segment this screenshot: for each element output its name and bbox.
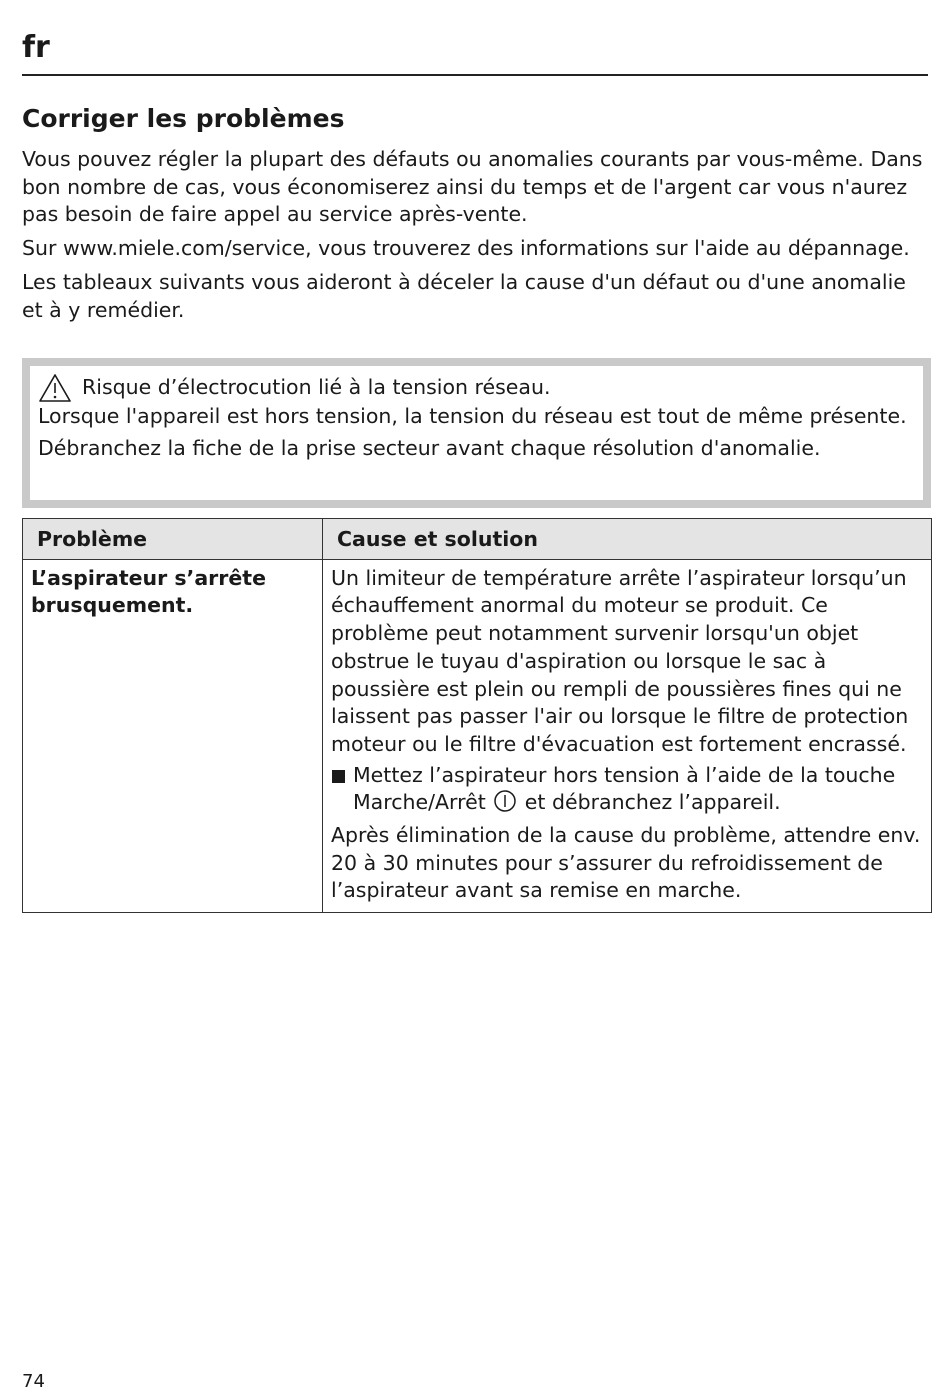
instruction-step (331, 762, 923, 817)
power-icon (492, 789, 518, 813)
problem-cell: L’aspirateur s’arrête brusquement. (23, 559, 323, 912)
step-text-after: et débranchez l’appareil. (524, 790, 781, 815)
page-number: 74 (22, 1371, 45, 1392)
column-header-cause: Cause et solution (323, 519, 932, 560)
warning-title: Risque d’électrocution lié à la tension réseau. (82, 375, 551, 400)
column-header-problem: Problème (23, 519, 323, 560)
note-text: Après élimination de la cause du problème, attendre env. 20 à 30 minutes pour s’assurer du refroidissement de l’aspirateur avant sa remise en marche. (331, 823, 921, 903)
warning-line: Lorsque l'appareil est hors tension, la tension du réseau est tout de même présente. (38, 404, 907, 428)
warning-triangle-icon (38, 373, 72, 403)
language-label: fr (22, 30, 50, 65)
step-text-before: Mettez l’aspirateur hors tension à l’aide de la touche Marche/Arrêt (353, 762, 896, 815)
cause-text: Un limiteur de température arrête l’aspirateur lorsqu’un échauffement anormal du moteur se produit. Ce problème peut notamment survenir lorsqu'un objet obstrue le tuyau d'aspiration ou lorsque le sac à poussière est plein ou rempli de poussières fines qui ne laissent pas passer l'air ou lorsque le filtre de protection moteur ou le filtre d'évacuation est fortement encrassé. (331, 565, 909, 756)
warning-box (22, 358, 931, 508)
intro-paragraph: Vous pouvez régler la plupart des défauts ou anomalies courants par vous-même. Dans bon nombre de cas, vous économiserez ainsi du temps et de l'argent car vous n'aurez pas besoin de faire appel au service après-vente. (22, 147, 923, 227)
cause-cell (323, 559, 932, 912)
step-text (353, 762, 923, 817)
warning-line: Débranchez la fiche de la prise secteur avant chaque résolution d'anomalie. (38, 435, 821, 460)
header-divider (22, 74, 928, 76)
table-row (23, 559, 932, 912)
bullet-square-icon (332, 770, 345, 783)
section-title: Corriger les problèmes (22, 104, 345, 133)
table-header-row (23, 519, 932, 560)
troubleshooting-table (22, 518, 932, 913)
intro-paragraph: Sur www.miele.com/service, vous trouverez des informations sur l'aide au dépannage. (22, 236, 910, 261)
intro-text (22, 146, 932, 330)
warning-content (30, 366, 923, 500)
intro-paragraph: Les tableaux suivants vous aideront à déceler la cause d'un défaut ou d'une anomalie et à y remédier. (22, 269, 906, 322)
warning-header (38, 373, 913, 403)
